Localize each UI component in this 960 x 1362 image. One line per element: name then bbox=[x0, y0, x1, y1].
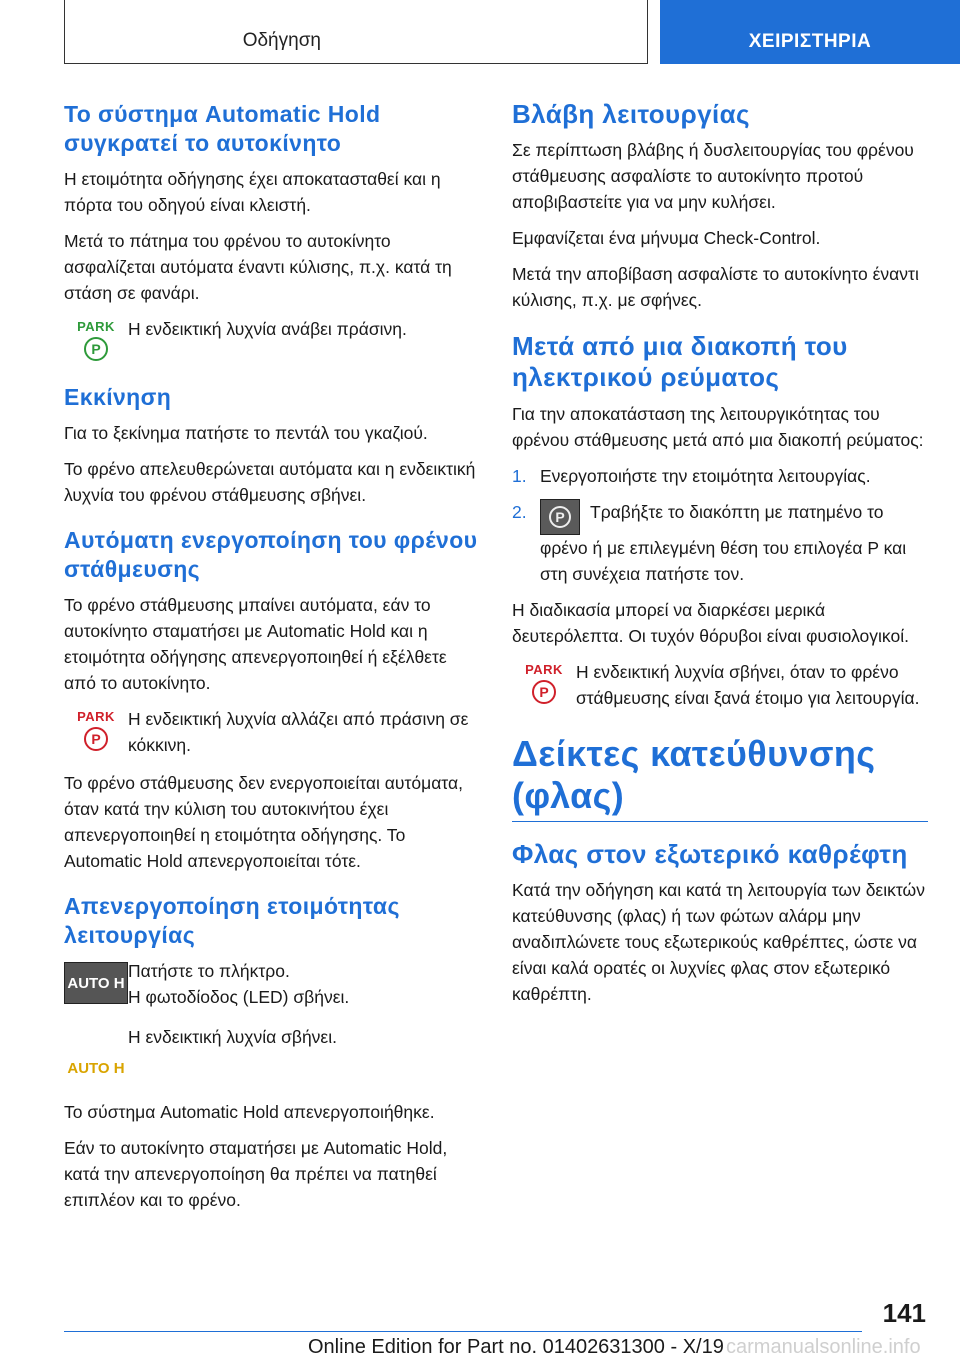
heading-automatic-hold: Το σύστημα Automatic Hold συγκρατεί το αυτοκίνητο bbox=[64, 101, 381, 156]
instruction-text: Η φωτοδίοδος (LED) σβήνει. bbox=[128, 987, 350, 1007]
paragraph: Για την αποκατάσταση της λειτουργικότητας του φρένου στάθμευσης μετά από μια διακοπή ρεύματος: bbox=[512, 404, 924, 450]
step-number: 1. bbox=[512, 466, 527, 486]
paragraph: Σε περίπτωση βλάβης ή δυσλειτουργίας του φρένου στάθμευσης ασφαλίστε το αυτοκίνητο προτού αποβιβαστείτε για να μην κυλήσει. bbox=[512, 140, 914, 212]
heading-start-off: Εκκίνηση bbox=[64, 384, 172, 410]
paragraph: Το φρένο στάθμευσης δεν ενεργοποιείται αυτόματα, όταν κατά την κύλιση του αυτοκινήτου έχει απενεργοποιηθεί η ετοιμότητα οδήγησης. Το Automatic Hold απενεργοποιείται τότε. bbox=[64, 773, 463, 871]
watermark: carmanualsonline.info bbox=[726, 1336, 921, 1358]
park-brake-green-icon: PARK P bbox=[77, 320, 115, 361]
header-frame bbox=[64, 0, 648, 64]
paragraph: Εάν το αυτοκίνητο σταματήσει με Automatic Hold, κατά την απενεργοποίηση θα πρέπει να πατηθεί επιπλέον και το φρένο. bbox=[64, 1138, 448, 1210]
park-brake-red-icon: PARK P bbox=[77, 710, 115, 758]
paragraph: Το φρένο στάθμευσης μπαίνει αυτόματα, εάν το αυτοκίνητο σταματήσει με Automatic Hold και η ετοιμότητα οδήγησης απενεργοποιηθεί ή εξέλθετε από το αυτοκίνητο. bbox=[64, 595, 447, 693]
step-text: Τραβήξτε το διακόπτη με πατημένο το φρένο ή με επιλεγμένη θέση του επιλογέα P και στη συνέχεια πατήστε τον. bbox=[540, 502, 907, 584]
left-column bbox=[64, 100, 480, 1223]
heading-mirror-signals: Φλας στον εξωτερικό καθρέφτη bbox=[512, 839, 908, 869]
paragraph: Το φρένο απελευθερώνεται αυτόματα και η ενδεικτική λυχνία του φρένου στάθμευσης σβήνει. bbox=[64, 459, 476, 505]
paragraph: Η διαδικασία μπορεί να διαρκέσει μερικά δευτερόλεπτα. Οι τυχόν θόρυβοι είναι φυσιολογικοί. bbox=[512, 600, 909, 646]
paragraph: Κατά την οδήγηση και κατά τη λειτουργία των δεικτών κατεύθυνσης (φλας) ή των φώτων αλάρμ μην αναδιπλώνετε τους εξωτερικούς καθρέπτες, ώστε να είναι καλά ορατές οι λυχνίες φλας στον εξωτερικό καθρέπτη. bbox=[512, 880, 925, 1004]
auto-h-indicator-icon: AUTO H bbox=[67, 1060, 125, 1077]
indicator-text: Η ενδεικτική λυχνία ανάβει πράσινη. bbox=[128, 319, 407, 339]
instruction-text: Πατήστε το πλήκτρο. bbox=[128, 961, 290, 981]
indicator-text: Η ενδεικτική λυχνία σβήνει, όταν το φρένο στάθμευσης είναι ξανά έτοιμο για λειτουργία. bbox=[576, 662, 920, 708]
indicator-text: Η ενδεικτική λυχνία σβήνει. bbox=[128, 1027, 337, 1047]
indicator-note bbox=[512, 659, 928, 711]
paragraph: Εμφανίζεται ένα μήνυμα Check-Control. bbox=[512, 228, 821, 248]
right-column bbox=[512, 100, 928, 1017]
paragraph: Μετά το πάτημα του φρένου το αυτοκίνητο ασφαλίζεται αυτόματα έναντι κύλισης, π.χ. κατά τη στάση σε φανάρι. bbox=[64, 231, 452, 303]
heading-turn-signals: Δείκτες κατεύθυνσης (φλας) bbox=[512, 733, 876, 816]
header-chapter-tab: ΧΕΙΡΙΣΤΗΡΙΑ bbox=[660, 0, 960, 64]
step-text: Ενεργοποιήστε την ετοιμότητα λειτουργίας. bbox=[540, 466, 871, 486]
indicator-note bbox=[64, 316, 480, 361]
footer-edition: Online Edition for Part no. 01402631300 - X/19 bbox=[308, 1336, 724, 1358]
list-item bbox=[512, 463, 928, 489]
paragraph: Μετά την αποβίβαση ασφαλίστε το αυτοκίνητο έναντι κύλισης, π.χ. με σφήνες. bbox=[512, 264, 919, 310]
indicator-text: Η ενδεικτική λυχνία αλλάζει από πράσινη σε κόκκινη. bbox=[128, 709, 469, 755]
heading-malfunction: Βλάβη λειτουργίας bbox=[512, 99, 750, 129]
page-number: 141 bbox=[882, 1298, 926, 1328]
list-item bbox=[512, 499, 928, 587]
parking-brake-switch-icon: P bbox=[540, 499, 580, 535]
heading-deactivate: Απενεργοποίηση ετοιμότητας λειτουργίας bbox=[64, 893, 400, 948]
heading-auto-parking-brake: Αυτόματη ενεργοποίηση του φρένου στάθμευσης bbox=[64, 527, 478, 582]
footer-divider bbox=[64, 1331, 862, 1332]
indicator-note bbox=[64, 706, 480, 758]
indicator-note bbox=[64, 1024, 480, 1077]
heading-power-interruption: Μετά από μια διακοπή του ηλεκτρικού ρεύματος bbox=[512, 331, 848, 392]
step-number: 2. bbox=[512, 502, 527, 522]
auto-h-button-icon: AUTO H bbox=[64, 962, 128, 1004]
park-brake-red-icon: PARK P bbox=[525, 663, 563, 711]
paragraph: Για το ξεκίνημα πατήστε το πεντάλ του γκαζιού. bbox=[64, 423, 428, 443]
paragraph: Η ετοιμότητα οδήγησης έχει αποκατασταθεί και η πόρτα του οδηγού είναι κλειστή. bbox=[64, 169, 441, 215]
steps-list bbox=[512, 463, 928, 587]
header-section-title: Οδήγηση bbox=[242, 30, 321, 51]
button-note bbox=[64, 958, 480, 1010]
section-divider bbox=[512, 821, 928, 822]
paragraph: Το σύστημα Automatic Hold απενεργοποιήθηκε. bbox=[64, 1102, 435, 1122]
